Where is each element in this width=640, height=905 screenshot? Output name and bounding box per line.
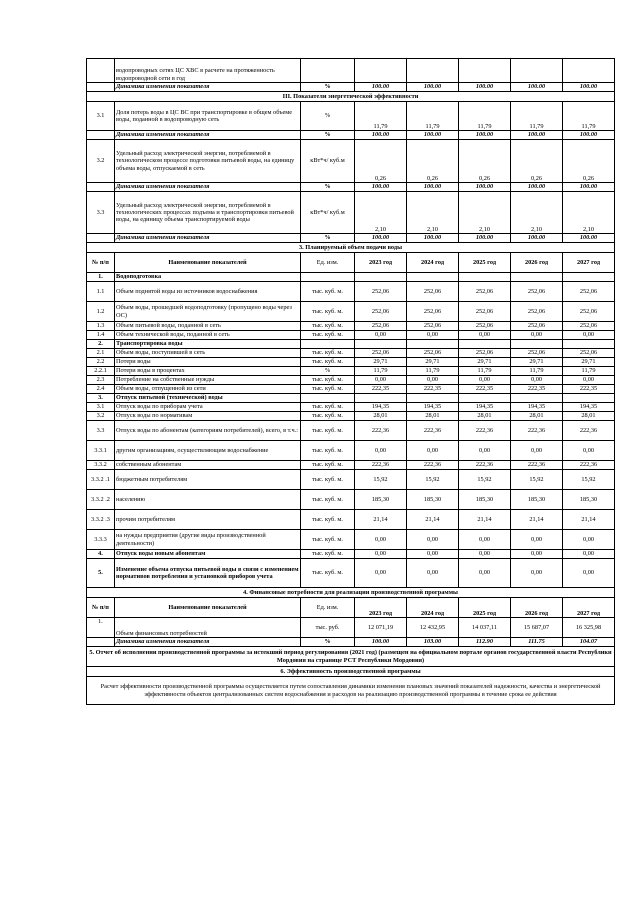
row-value: 0,00 [459,550,511,559]
row-value: 252,06 [459,349,511,358]
row-value: 185,30 [355,490,407,510]
row-value: 0,00 [563,530,615,550]
row-value: 222,35 [407,385,459,394]
dynamics-label: Динамика изменения показателя [115,83,301,92]
row-unit: тыс. куб. м. [301,559,355,588]
table-header-row: № п/п Наименование показателей Ед. изм. 2023 год 2024 год 2025 год 2026 год 2027 год [87,598,615,618]
row-value: 28,01 [407,412,459,421]
row-value: 21,14 [355,510,407,530]
table-row [87,322,615,331]
row-unit: тыс. куб. м. [301,331,355,340]
row-value: 222,36 [511,461,563,470]
row-value: 222,36 [355,421,407,441]
row-unit: тыс. куб. м. [301,441,355,461]
row-value: 252,06 [511,302,563,322]
row-value: 252,06 [459,302,511,322]
table-row [87,376,615,385]
row-value: 0,00 [407,331,459,340]
row-unit: тыс. куб. м. [301,461,355,470]
row-value: 0,00 [459,441,511,461]
row-value: 15,92 [407,470,459,490]
row-value [459,394,511,403]
row-value [459,340,511,349]
section-header: III. Показатели энергетической эффективности [87,92,615,102]
row-value: 222,36 [511,421,563,441]
dynamics-row: Динамика изменения показателя % 100.00 100.00 100.00 100.00 100.00 [87,131,615,140]
row-name: Объем технической воды, поданной в сеть [115,331,301,340]
row-value: 15,92 [355,470,407,490]
row-value: 222,36 [407,421,459,441]
row-name: населению [115,490,301,510]
row-value: 222,35 [355,385,407,394]
row-number: 1.1 [87,282,115,302]
row-value: 222,36 [459,461,511,470]
row-name: прочим потребителям [115,510,301,530]
row-name: Потери воды в процентах [115,367,301,376]
row-name: Отпуск воды по нормативам [115,412,301,421]
row-value: 15,92 [459,470,511,490]
row-value: 222,36 [563,461,615,470]
row-name: на нужды предприятия (другие виды производственной деятельности) [115,530,301,550]
finance-table [86,597,615,705]
section-header: 4. Финансовые потребности для реализации производственной программы [87,588,615,598]
row-value: 0,00 [407,559,459,588]
row-value: 194,35 [407,403,459,412]
table-row [87,530,615,550]
row-number: 3.1 [87,403,115,412]
row-name: Объем поднятой воды из источников водоснабжения [115,282,301,302]
row-value: 0,00 [459,376,511,385]
table-row [87,550,615,559]
row-value: 222,36 [459,421,511,441]
row-name: Отпуск воды по абонентам (категориям потребителей), всего, в т.ч.: [115,421,301,441]
row-unit: тыс. куб. м. [301,282,355,302]
section-header: 3. Планируемый объем подачи воды [87,243,615,253]
row-name: Отпуск питьевой (технической) воды [115,394,301,403]
row-value: 252,06 [355,282,407,302]
row-value: 0,00 [407,530,459,550]
row-value: 0,00 [407,441,459,461]
water-volume-rows [87,273,615,588]
row-value: 252,06 [511,322,563,331]
row-name: Потери воды [115,358,301,367]
table-row [87,490,615,510]
row-value [563,273,615,282]
row-value: 185,30 [407,490,459,510]
table-row [87,358,615,367]
row-name: Объем воды, прошедшей водоподготовку (пропущено воды через ОС) [115,302,301,322]
row-value: 21,14 [459,510,511,530]
table-row [87,367,615,376]
row-number: 1.2 [87,302,115,322]
row-value: 0,00 [459,530,511,550]
row-value: 15,92 [563,470,615,490]
row-value: 15,92 [511,470,563,490]
indicators-table [86,58,615,253]
row-name: Транспортировка воды [115,340,301,349]
row-name: Объем питьевой воды, поданной в сеть [115,322,301,331]
row-unit: % [301,367,355,376]
row-value: 0,00 [563,559,615,588]
row-value: 0,00 [511,441,563,461]
row-value: 185,30 [511,490,563,510]
row-value: 194,35 [355,403,407,412]
row-number: 5. [87,559,115,588]
row-value: 0,00 [511,530,563,550]
row-value [355,273,407,282]
row-value: 11,79 [511,367,563,376]
table-row [87,461,615,470]
row-value: 11,79 [563,367,615,376]
row-value: 252,06 [407,322,459,331]
row-unit: тыс. куб. м. [301,385,355,394]
row-value: 252,06 [511,349,563,358]
table-row [87,441,615,461]
row-value: 222,36 [407,461,459,470]
row-unit: тыс. куб. м. [301,530,355,550]
row-unit: тыс. куб. м. [301,470,355,490]
row-value: 252,06 [563,282,615,302]
row-value: 222,35 [459,385,511,394]
row-value [459,273,511,282]
row-name: Водоподготовка [115,273,301,282]
row-value: 252,06 [563,322,615,331]
row-unit [301,340,355,349]
row-value: 0,00 [407,550,459,559]
row-value: 0,00 [355,376,407,385]
table-row [87,421,615,441]
row-name: бюджетным потребителям [115,470,301,490]
row-name: Изменение объема отпуска питьевой воды в связи с изменением нормативов потребления и установкой приборов учета [115,559,301,588]
table-row [87,340,615,349]
dynamics-row: Динамика изменения показателя % 100.00 100.00 100.00 100.00 100.00 [87,234,615,243]
table-row [87,349,615,358]
row-value: 29,71 [563,358,615,367]
row-value [407,394,459,403]
row-name: Объем воды, отпущенной из сети [115,385,301,394]
row-value [407,340,459,349]
row-name: Отпуск воды новым абонентам [115,550,301,559]
row-value: 252,06 [511,282,563,302]
row-value: 0,00 [459,331,511,340]
table-row [87,302,615,322]
table-row [87,331,615,340]
table-row: 3.3 Удельный расход электрической энергии, потребляемой в технологических процессах подъема и транспортировки питьевой воды, на единицу объема транспортируемой воды кВт*ч/ куб.м 2,10 2,10 2,10 2,10 2,10 [87,192,615,234]
table-header-row: № п/п Наименование показателей Ед. изм. 2023 год 2024 год 2025 год 2026 год 2027 год [87,253,615,273]
row-value: 0,00 [563,441,615,461]
row-value: 0,00 [511,550,563,559]
row-value: 252,06 [355,302,407,322]
row-value: 0,00 [459,559,511,588]
row-value: 21,14 [407,510,459,530]
row-number: 1. [87,273,115,282]
row-value: 252,06 [355,349,407,358]
row-unit: тыс. куб. м. [301,550,355,559]
indicator-name: водопроводных сетях ЦС ХВС в расчете на протяженность водопроводной сети в год [115,59,301,83]
table-row [87,59,615,83]
row-unit [301,394,355,403]
row-value: 0,00 [355,550,407,559]
row-value: 0,00 [563,331,615,340]
row-value: 222,36 [563,421,615,441]
row-value: 185,30 [459,490,511,510]
row-number: 3.3.2 .3 [87,510,115,530]
effectiveness-text-row: Расчет эффективности производственной программы осуществляется путем сопоставления динамики изменения плановых значений показателей надежности, качества и энергетической эффективности объектов централизованных систем водоснабжения и расходов на реализацию производственной программы в течение срока ее действия [87,677,615,705]
row-unit: тыс. куб. м. [301,302,355,322]
row-value: 194,35 [459,403,511,412]
row-number: 3.3 [87,421,115,441]
row-number: 1.4 [87,331,115,340]
row-number: 3.3.2 [87,461,115,470]
table-row: 3.1 Доля потерь воды в ЦС ВС при транспортировке в общем объеме воды, поданной в водопроводную сеть % 11,79 11,79 11,79 11,79 11,79 [87,102,615,131]
row-name: Отпуск воды по приборам учета [115,403,301,412]
row-number: 2.2.1 [87,367,115,376]
row-value: 21,14 [563,510,615,530]
row-value: 252,06 [563,349,615,358]
dynamics-row: Динамика изменения показателя % 100.00 103.00 112.90 111.75 104.07 [87,638,615,647]
row-number: 2.2 [87,358,115,367]
row-value [511,340,563,349]
row-value: 0,00 [511,331,563,340]
row-unit [301,273,355,282]
row-value: 28,01 [355,412,407,421]
row-value: 0,00 [563,376,615,385]
row-value: 28,01 [459,412,511,421]
row-name: Потребление на собственные нужды [115,376,301,385]
row-value: 222,35 [511,385,563,394]
section-header: 5. Отчет об исполнении производственной программы за истекший период регулирования (2021 год) (размещен на официальном портале органов государственной власти Республики Мордовия на странице РСТ Республики Мордовия) [87,647,615,667]
row-value: 252,06 [563,302,615,322]
table-row [87,273,615,282]
row-unit: тыс. куб. м. [301,376,355,385]
row-value [355,340,407,349]
row-value: 0,00 [511,376,563,385]
row-value [407,273,459,282]
row-unit: тыс. куб. м. [301,510,355,530]
row-number: 2.4 [87,385,115,394]
row-value: 29,71 [459,358,511,367]
row-value: 0,00 [355,441,407,461]
table-row [87,510,615,530]
row-value [355,394,407,403]
table-row [87,385,615,394]
row-value: 28,01 [511,412,563,421]
table-row [87,394,615,403]
row-value: 0,00 [407,376,459,385]
row-number: 4. [87,550,115,559]
row-number: 3.3.2 .1 [87,470,115,490]
row-number: 3.3.1 [87,441,115,461]
row-number: 2.3 [87,376,115,385]
row-value: 185,30 [563,490,615,510]
table-row: 3.2 Удельный расход электрической энергии, потребляемой в технологическом процессе подготовки питьевой воды, на единицу объема воды, отпускаемой в сеть кВт*ч/ куб.м 0,26 0,26 0,26 0,26 0,26 [87,140,615,183]
row-value [563,394,615,403]
row-number: 3.3.3 [87,530,115,550]
row-unit: тыс. куб. м. [301,403,355,412]
row-number: 1.3 [87,322,115,331]
row-unit: тыс. куб. м. [301,412,355,421]
table-row: 1. Объем финансовых потребностей тыс. руб. 12 071,19 12 432,95 14 037,11 15 687,07 16 325,98 [87,618,615,638]
row-value: 29,71 [407,358,459,367]
row-value: 252,06 [407,302,459,322]
row-number: 3.2 [87,412,115,421]
row-number: 2. [87,340,115,349]
row-value: 11,79 [355,367,407,376]
row-value: 11,79 [407,367,459,376]
table-row [87,412,615,421]
row-name: Объем воды, поступившей в сеть [115,349,301,358]
row-value: 194,35 [511,403,563,412]
row-name: собственным абонентам [115,461,301,470]
row-value: 0,00 [355,530,407,550]
row-value: 252,06 [355,322,407,331]
row-value: 252,06 [459,282,511,302]
row-unit: тыс. куб. м. [301,358,355,367]
row-value: 0,00 [511,559,563,588]
row-unit: тыс. куб. м. [301,322,355,331]
row-name: другим организациям, осуществляющим водоснабжение [115,441,301,461]
row-number: 3. [87,394,115,403]
row-value: 0,00 [355,559,407,588]
table-row [87,282,615,302]
row-value [511,273,563,282]
row-value [563,340,615,349]
row-value: 252,06 [459,322,511,331]
dynamics-row: Динамика изменения показателя % 100.00 100.00 100.00 100.00 100.00 [87,183,615,192]
row-number: 2.1 [87,349,115,358]
row-value: 252,06 [407,349,459,358]
row-value: 0,00 [563,550,615,559]
row-value: 29,71 [511,358,563,367]
row-value [511,394,563,403]
row-unit: тыс. куб. м. [301,490,355,510]
row-number: 3.3.2 .2 [87,490,115,510]
row-value: 252,06 [407,282,459,302]
row-value: 29,71 [355,358,407,367]
row-value: 222,36 [355,461,407,470]
row-unit: тыс. куб. м. [301,349,355,358]
document-page [86,58,614,705]
table-row [87,559,615,588]
row-value: 21,14 [511,510,563,530]
table-row [87,403,615,412]
dynamics-row: Динамика изменения показателя % 100.00 100.00 100.00 100.00 100.00 [87,83,615,92]
row-value: 0,00 [355,331,407,340]
water-volume-table [86,252,615,598]
section-header: 6. Эффективность производственной программы [87,667,615,677]
row-value: 194,35 [563,403,615,412]
row-value: 222,35 [563,385,615,394]
row-value: 28,01 [563,412,615,421]
table-row [87,470,615,490]
row-unit: тыс. куб. м. [301,421,355,441]
row-value: 11,79 [459,367,511,376]
